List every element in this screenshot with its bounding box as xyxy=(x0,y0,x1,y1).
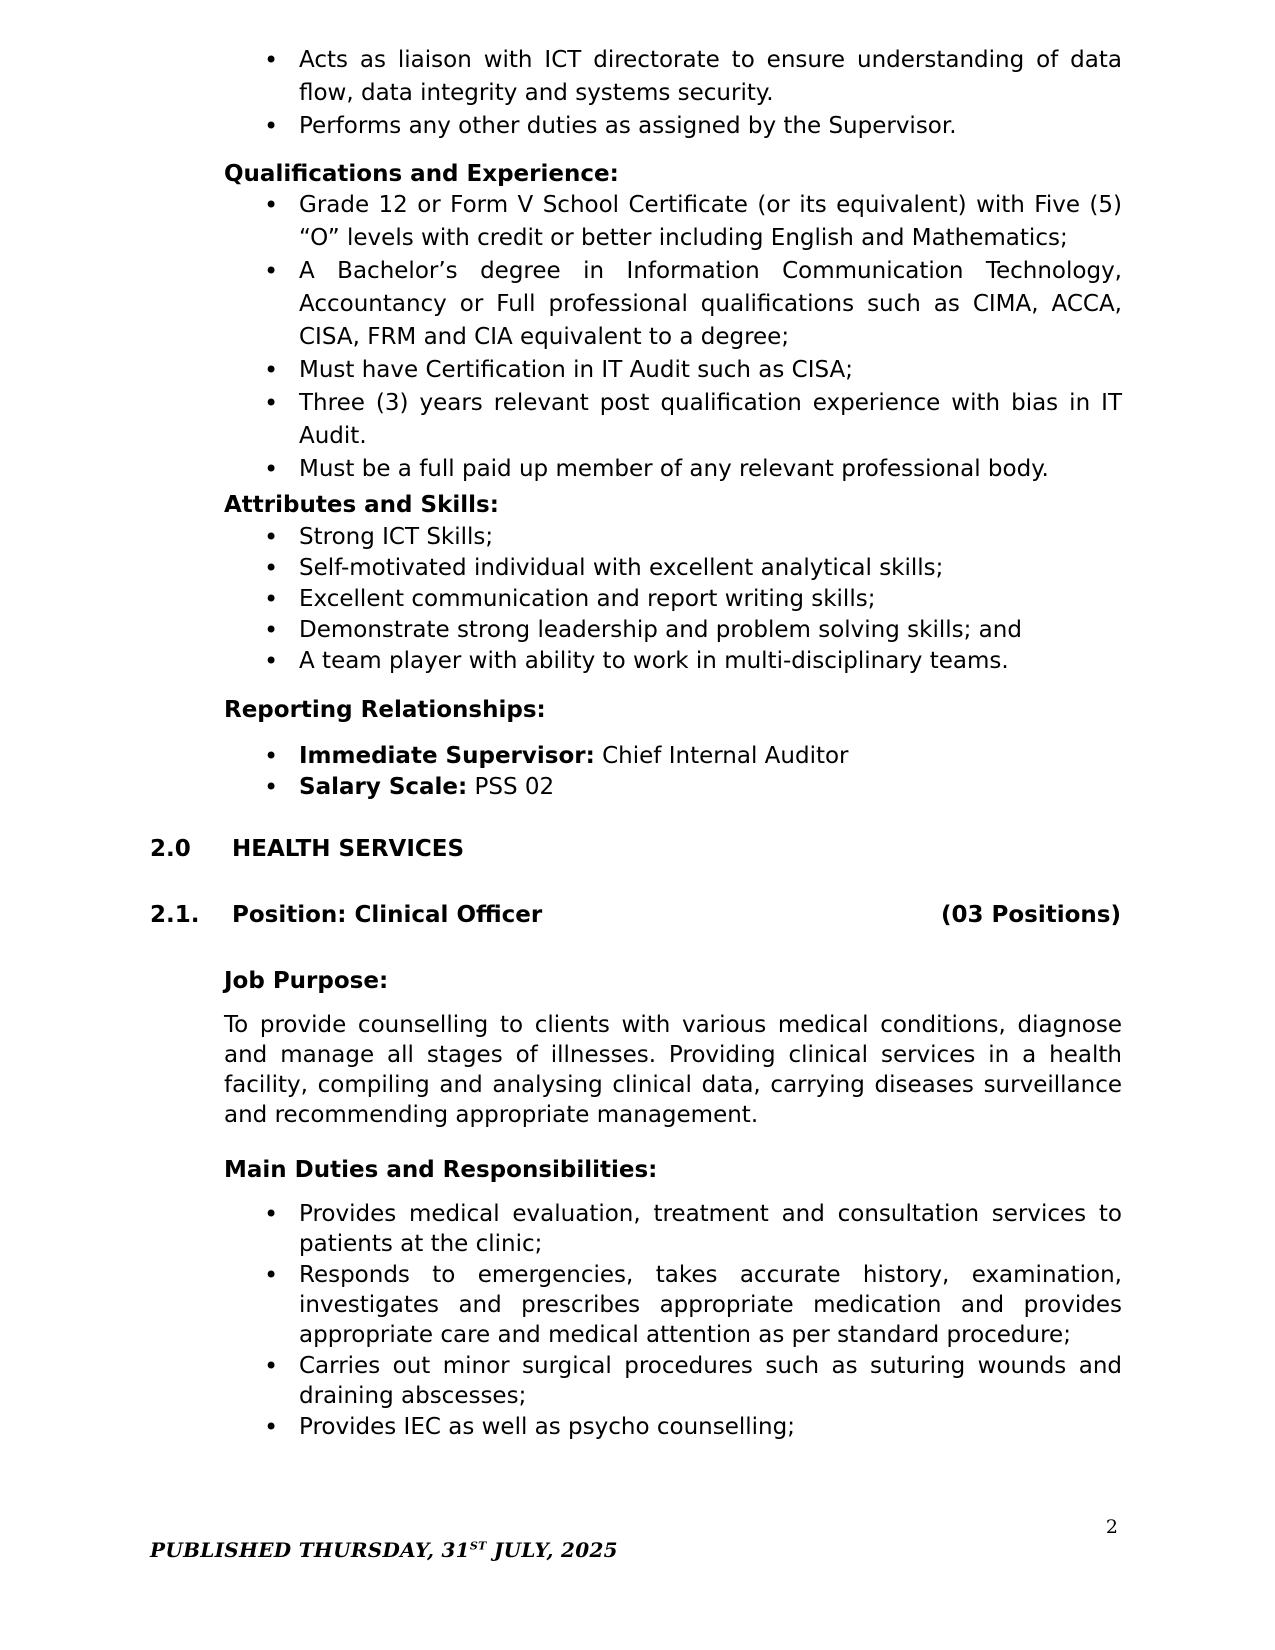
top-bullet-list xyxy=(224,44,1122,143)
list-item: • Acts as liaison with ICT directorate to ensure understanding of data flow, data integrity and systems security. xyxy=(224,44,1122,110)
list-item: • Three (3) years relevant post qualification experience with bias in IT Audit. xyxy=(224,387,1122,453)
job-purpose-text: To provide counselling to clients with various medical conditions, diagnose and manage all stages of illnesses. Providing clinical services in a health facility, compiling and analysing clinical data, carrying diseases surveillance and recommending appropriate management. xyxy=(224,1012,1122,1128)
attributes-heading: Attributes and Skills: xyxy=(224,492,499,518)
list-item: • Carries out minor surgical procedures such as suturing wounds and draining abscesses; xyxy=(224,1351,1122,1411)
reporting-heading: Reporting Relationships: xyxy=(224,697,546,723)
job-purpose-heading: Job Purpose: xyxy=(224,968,389,994)
reporting-block xyxy=(224,741,1122,802)
attributes-list xyxy=(224,522,1122,676)
footer-prefix: PUBLISHED THURSDAY, 31 xyxy=(150,1538,470,1562)
list-item: • A team player with ability to work in multi-disciplinary teams. xyxy=(224,646,1122,676)
list-item xyxy=(224,741,1122,771)
qualifications-block xyxy=(224,189,1122,486)
reporting-list xyxy=(224,741,1122,802)
salary-value: PSS 02 xyxy=(474,774,555,800)
list-item: • Demonstrate strong leadership and problem solving skills; and xyxy=(224,615,1122,645)
list-item: • Performs any other duties as assigned by the Supervisor. xyxy=(224,110,1122,143)
list-item: • Responds to emergencies, takes accurate history, examination, investigates and prescribes appropriate medication and provides appropriate care and medical attention as per standard procedure; xyxy=(224,1260,1122,1350)
duties-heading: Main Duties and Responsibilities: xyxy=(224,1157,658,1183)
list-item xyxy=(224,772,1122,802)
attributes-block xyxy=(224,522,1122,676)
footer-suffix: JULY, 2025 xyxy=(486,1538,618,1562)
salary-label: Salary Scale: xyxy=(299,774,468,800)
position-title: Position: Clinical Officer xyxy=(232,902,543,928)
duties-block xyxy=(224,1199,1122,1442)
list-item: • Provides IEC as well as psycho counselling; xyxy=(224,1412,1122,1442)
position-count: (03 Positions) xyxy=(940,902,1121,928)
section-number: 2.0 xyxy=(150,836,191,862)
list-item: • Excellent communication and report writing skills; xyxy=(224,584,1122,614)
list-item: • Strong ICT Skills; xyxy=(224,522,1122,552)
page-number: 2 xyxy=(1105,1516,1118,1538)
list-item: • Must be a full paid up member of any relevant professional body. xyxy=(224,453,1122,486)
qualifications-heading: Qualifications and Experience: xyxy=(224,161,619,187)
duties-list xyxy=(224,1199,1122,1442)
list-item: • Provides medical evaluation, treatment and consultation services to patients at the clinic; xyxy=(224,1199,1122,1259)
supervisor-value: Chief Internal Auditor xyxy=(602,743,849,769)
list-item: • Grade 12 or Form V School Certificate (or its equivalent) with Five (5) “O” levels with credit or better including English and Mathematics; xyxy=(224,189,1122,255)
list-item: • Must have Certification in IT Audit such as CISA; xyxy=(224,354,1122,387)
qualifications-list xyxy=(224,189,1122,486)
list-item: • A Bachelor’s degree in Information Communication Technology, Accountancy or Full professional qualifications such as CIMA, ACCA, CISA, FRM and CIA equivalent to a degree; xyxy=(224,255,1122,354)
footer-publication-date xyxy=(150,1538,618,1562)
position-number: 2.1. xyxy=(150,902,200,928)
list-item: • Self-motivated individual with excellent analytical skills; xyxy=(224,553,1122,583)
top-bullet-block xyxy=(224,44,1122,143)
section-title: HEALTH SERVICES xyxy=(232,836,465,862)
footer-superscript: ST xyxy=(469,1539,487,1553)
supervisor-label: Immediate Supervisor: xyxy=(299,743,595,769)
